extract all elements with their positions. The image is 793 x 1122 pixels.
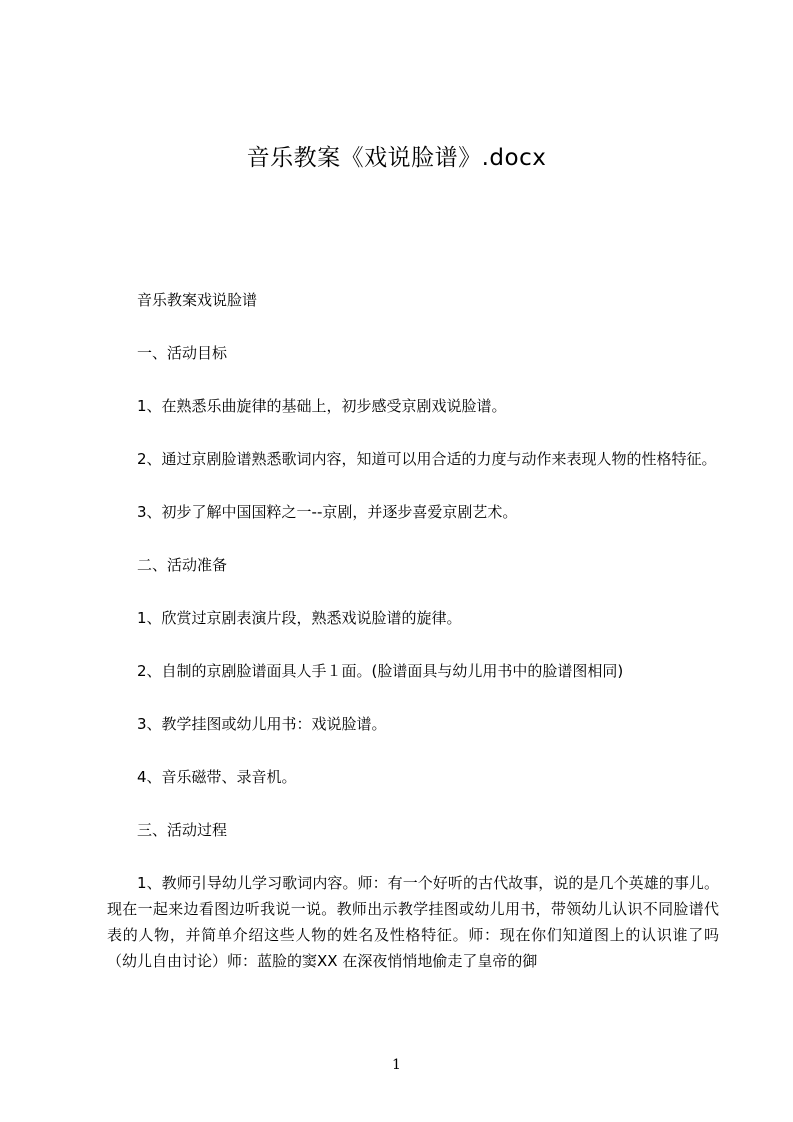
document-body [107,287,719,974]
page-number: 1 [392,1057,401,1073]
paragraph-prep-3: 3、教学挂图或幼儿用书：戏说脸谱。 [137,715,387,733]
paragraph-process-1: 1、教师引导幼儿学习歌词内容。师：有一个好听的古代故事，说的是几个英雄的事儿。现在一起来边看图边听我说一说。教师出示教学挂图或幼儿用书，带领幼儿认识不同脸谱代表的人物，并简单介绍这些人物的姓名及性格特征。师：现在你们知道图上的认识谁了吗（幼儿自由讨论）师：蓝脸的窦XX 在深夜悄悄地偷走了皇帝的御 [107,874,719,970]
section-heading-process: 三、活动过程 [137,821,228,839]
document-title: 音乐教案《戏说脸谱》.docx [246,145,547,171]
paragraph-prep-4: 4、音乐磁带、录音机。 [137,768,297,786]
section-heading-goals: 一、活动目标 [137,344,228,362]
paragraph-prep-1: 1、欣赏过京剧表演片段，熟悉戏说脸谱的旋律。 [137,609,462,627]
paragraph-goal-1: 1、在熟悉乐曲旋律的基础上，初步感受京剧戏说脸谱。 [137,397,507,415]
section-heading-preparation: 二、活动准备 [137,556,228,574]
paragraph-prep-2: 2、自制的京剧脸谱面具人手１面。(脸谱面具与幼儿用书中的脸谱图相同) [137,662,624,680]
paragraph-heading: 音乐教案戏说脸谱 [137,291,258,309]
paragraph-goal-3: 3、初步了解中国国粹之一--京剧，并逐步喜爱京剧艺术。 [137,503,518,521]
paragraph-goal-2: 2、通过京剧脸谱熟悉歌词内容，知道可以用合适的力度与动作来表现人物的性格特征。 [137,450,717,468]
